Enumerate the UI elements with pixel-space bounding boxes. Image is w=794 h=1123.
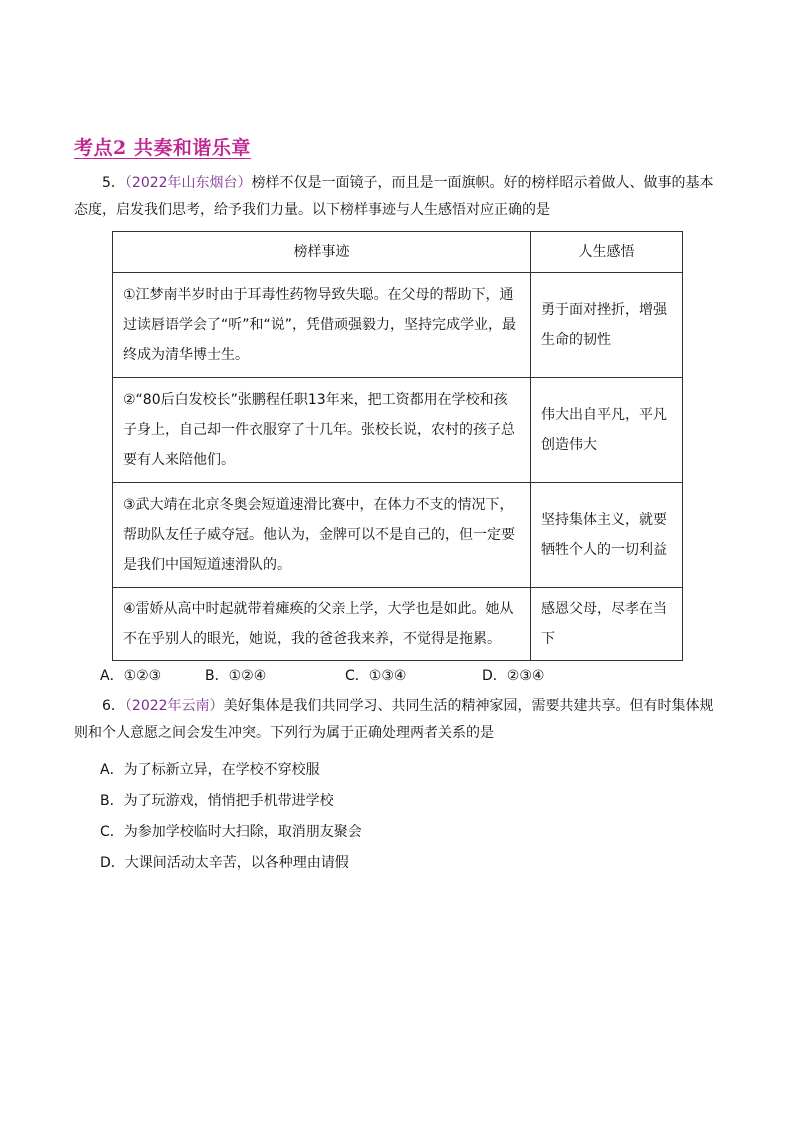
question-5-source: （2022年山东烟台）	[124, 175, 252, 191]
option-b: B．①②④	[205, 668, 267, 684]
table-row	[113, 273, 683, 378]
table-row	[113, 483, 683, 588]
deed-cell: ④雷娇从高中时起就带着瘫痪的父亲上学，大学也是如此。她从不在乎别人的眼光，她说，我的爸爸我来养，不觉得是拖累。	[113, 588, 531, 661]
deed-cell: ②“80后白发校长”张鹏程任职13年来，把工资都用在学校和孩子身上，自己却一件衣服穿了十几年。张校长说，农村的孩子总要有人来陪他们。	[113, 378, 531, 483]
option-b: B．为了玩游戏，悄悄把手机带进学校	[100, 793, 334, 809]
table-row	[113, 588, 683, 661]
option-c: C．为参加学校临时大扫除，取消朋友聚会	[100, 824, 362, 840]
table-row	[113, 378, 683, 483]
question-5-text: 榜样不仅是一面镜子，而且是一面旗帜。好的榜样昭示着做人、做事的基本态度，启发我们思考，给予我们力量。以下榜样事迹与人生感悟对应正确的是	[74, 175, 714, 218]
exemplar-table	[112, 231, 683, 661]
option-a: A．为了标新立异，在学校不穿校服	[100, 762, 320, 778]
question-6-text: 美好集体是我们共同学习、共同生活的精神家园，需要共建共享。但有时集体规则和个人意愿之间会发生冲突。下列行为属于正确处理两者关系的是	[74, 698, 714, 741]
table-header-deeds: 榜样事迹	[113, 232, 531, 273]
question-6-number: 6．	[102, 698, 125, 714]
question-5-options	[100, 665, 544, 687]
option-d: D．大课间活动太辛苦，以各种理由请假	[100, 855, 349, 871]
deed-cell: ③武大靖在北京冬奥会短道速滑比赛中，在体力不支的情况下，帮助队友任子威夺冠。他认为，金牌可以不是自己的，但一定要是我们中国短道速滑队的。	[113, 483, 531, 588]
insight-cell: 坚持集体主义，就要牺牲个人的一切利益	[531, 483, 683, 588]
table-header-row	[113, 232, 683, 273]
question-6-stem	[74, 693, 724, 747]
insight-cell: 感恩父母，尽孝在当下	[531, 588, 683, 661]
option-a: A．①②③	[100, 668, 162, 684]
option-d: D．②③④	[482, 668, 545, 684]
question-5-number: 5．	[102, 175, 125, 191]
question-5-stem	[74, 170, 724, 224]
question-6-source: （2022年云南）	[124, 698, 224, 714]
deed-cell: ①江梦南半岁时由于耳毒性药物导致失聪。在父母的帮助下，通过读唇语学会了“听”和“说”，凭借顽强毅力，坚持完成学业，最终成为清华博士生。	[113, 273, 531, 378]
table-header-insights: 人生感悟	[531, 232, 683, 273]
insight-cell: 伟大出自平凡，平凡创造伟大	[531, 378, 683, 483]
option-c: C．①③④	[345, 668, 407, 684]
insight-cell: 勇于面对挫折，增强生命的韧性	[531, 273, 683, 378]
section-heading: 考点2 共奏和谐乐章	[74, 137, 251, 159]
